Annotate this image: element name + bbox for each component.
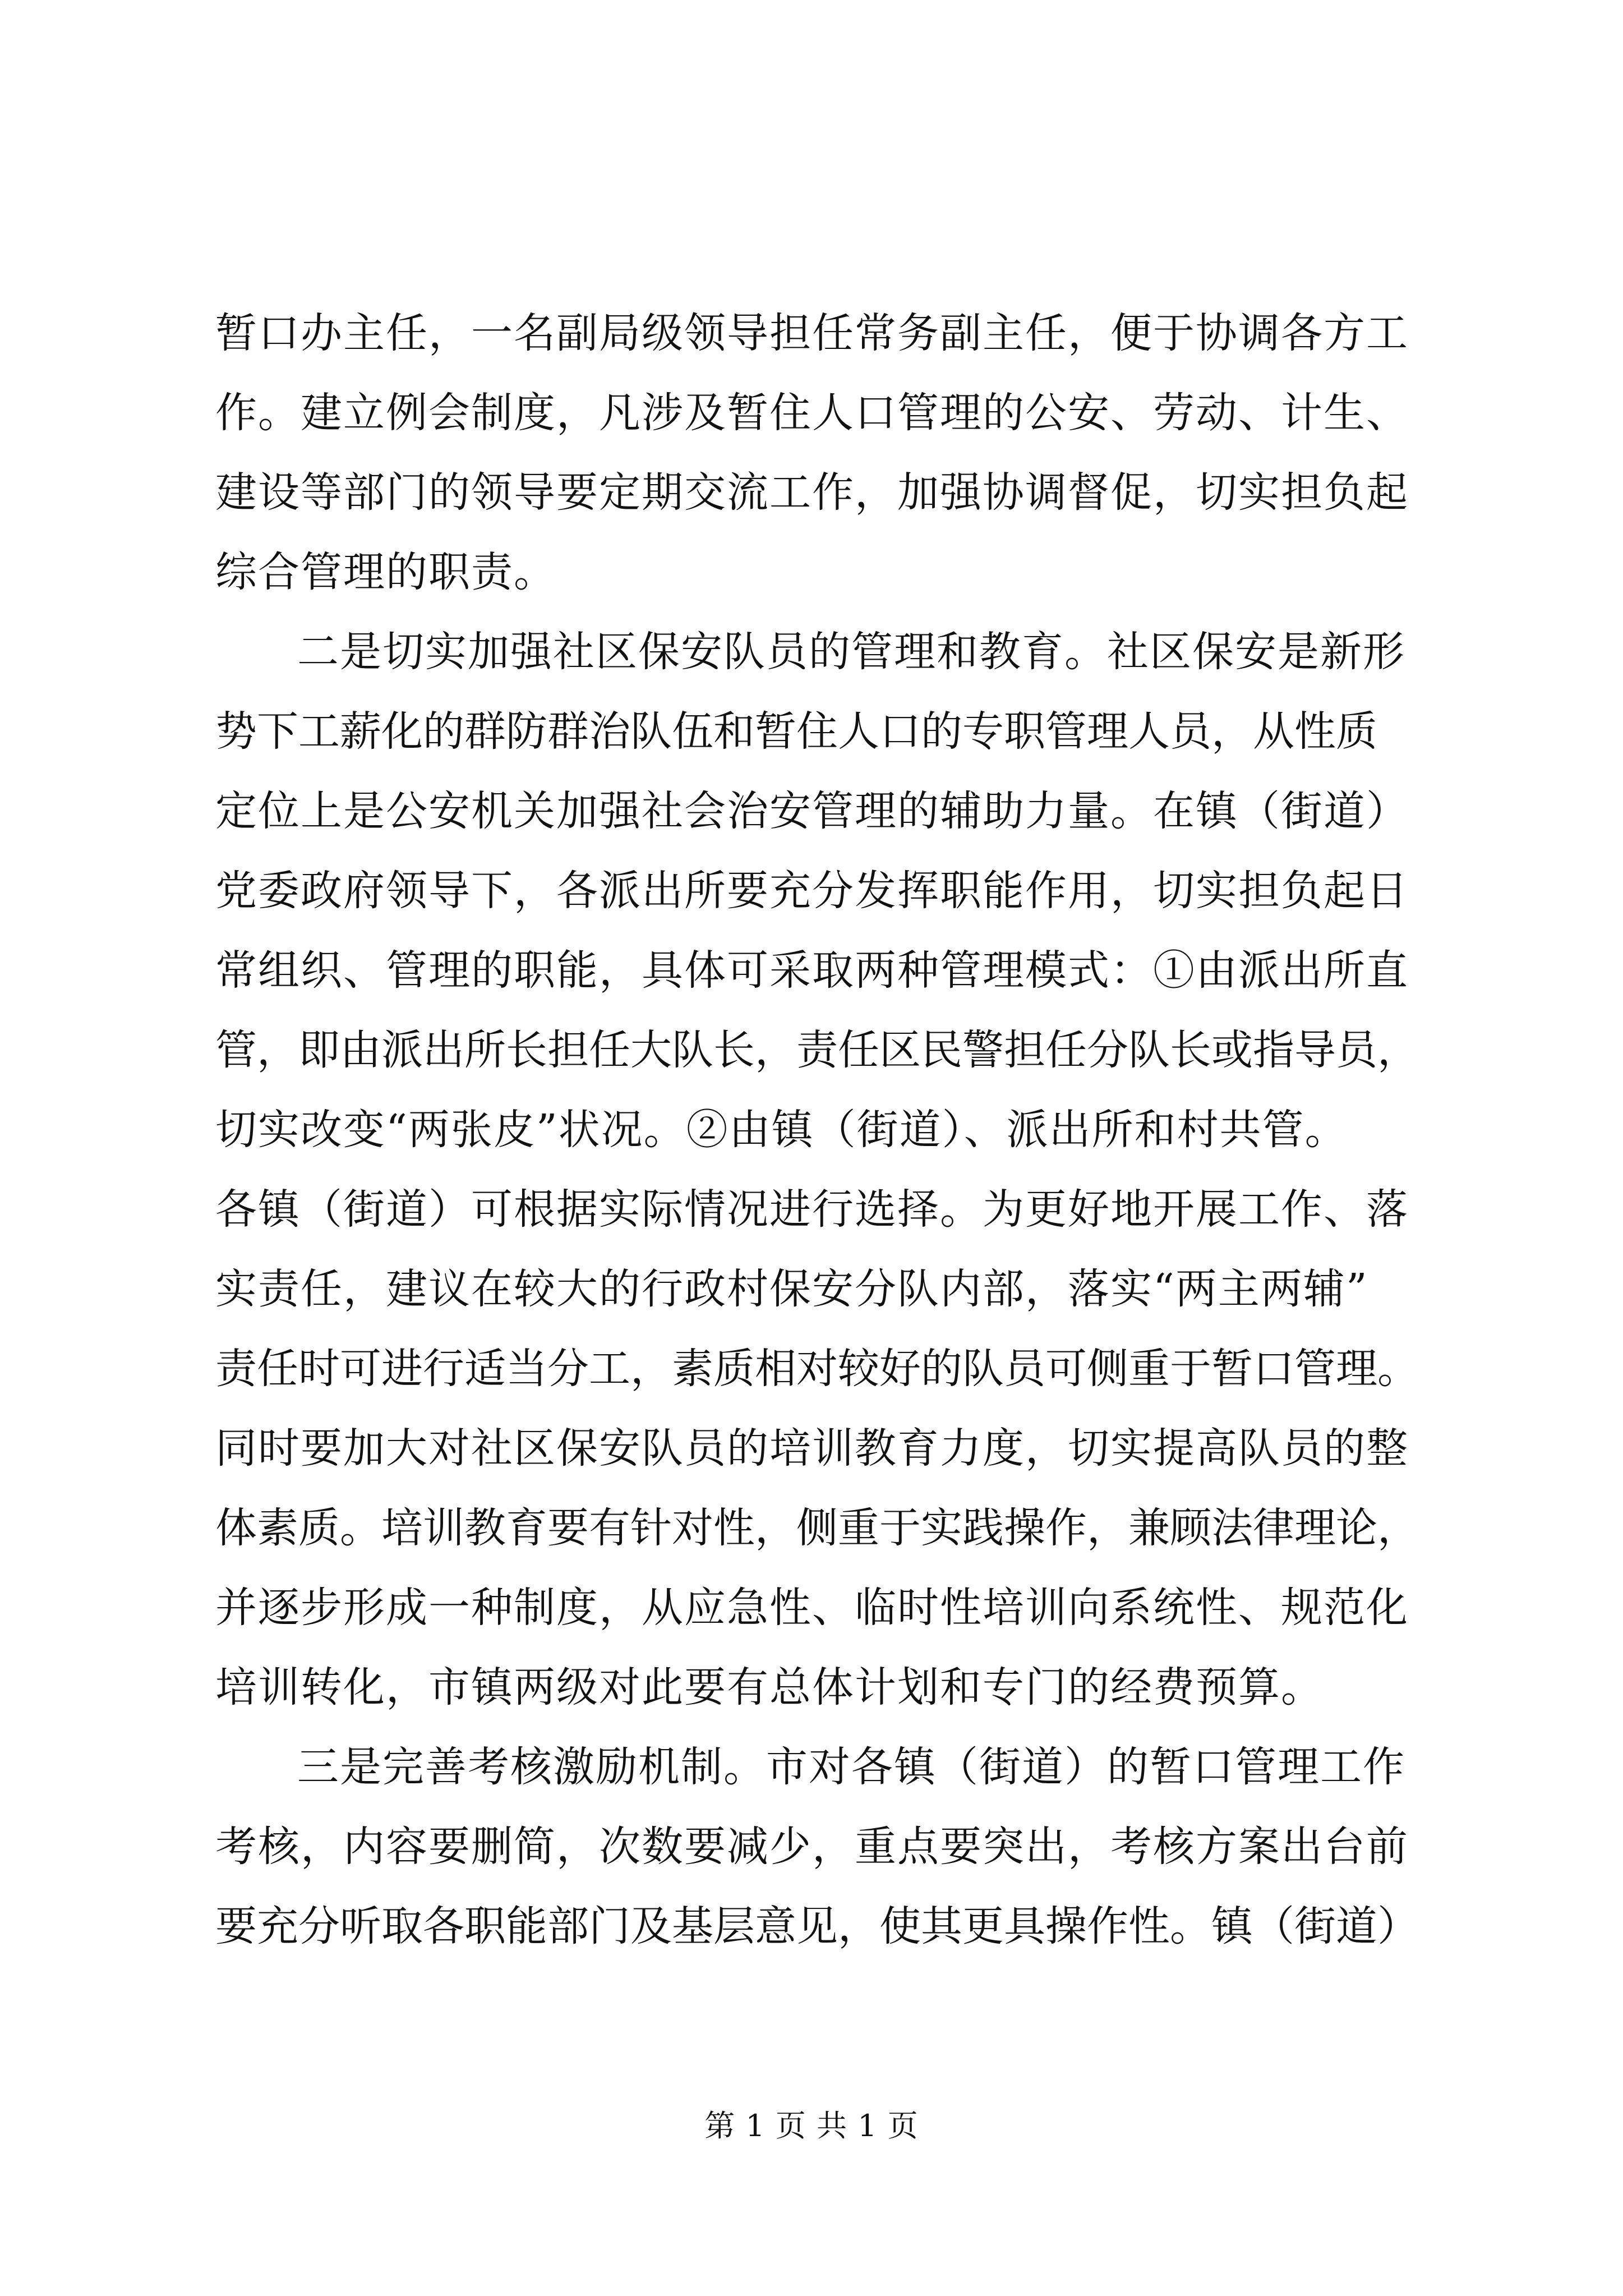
text-line: 党委政府领导下，各派出所要充分发挥职能作用，切实担负起日 <box>215 867 1409 915</box>
text-line: 培训转化，市镇两级对此要有总体计划和专门的经费预算。 <box>215 1663 1324 1711</box>
paragraph-start-line: 二是切实加强社区保安队员的管理和教育。社区保安是新形 <box>297 628 1405 676</box>
text-line: 常组织、管理的职能，具体可采取两种管理模式：①由派出所直 <box>215 946 1409 995</box>
text-line: 实责任，建议在较大的行政村保安分队内部，落实“两主两辅” <box>215 1265 1368 1313</box>
text-line: 各镇（街道）可根据实际情况进行选择。为更好地开展工作、落 <box>215 1185 1409 1234</box>
text-line: 切实改变“两张皮”状况。②由镇（街道）、派出所和村共管。 <box>215 1106 1348 1154</box>
paragraph-start-line: 三是完善考核激励机制。市对各镇（街道）的暂口管理工作 <box>297 1743 1405 1791</box>
text-line: 暂口办主任，一名副局级领导担任常务副主任，便于协调各方工 <box>215 309 1409 357</box>
text-line: 并逐步形成一种制度，从应急性、临时性培训向系统性、规范化 <box>215 1584 1409 1632</box>
text-line: 要充分听取各职能部门及基层意见，使其更具操作性。镇（街道） <box>215 1902 1419 1950</box>
text-line: 综合管理的职责。 <box>215 548 556 596</box>
document-body <box>215 293 1419 1966</box>
text-line: 势下工薪化的群防群治队伍和暂住人口的专职管理人员，从性质 <box>215 707 1377 756</box>
page-number-footer: 第 1 页 共 1 页 <box>704 2108 919 2143</box>
text-line: 考核，内容要删简，次数要减少，重点要突出，考核方案出台前 <box>215 1823 1409 1871</box>
text-line: 作。建立例会制度，凡涉及暂住人口管理的公安、劳动、计生、 <box>215 389 1409 437</box>
text-line: 责任时可进行适当分工，素质相对较好的队员可侧重于暂口管理。 <box>215 1345 1419 1393</box>
text-line: 定位上是公安机关加强社会治安管理的辅助力量。在镇（街道） <box>215 787 1409 835</box>
text-line: 建设等部门的领导要定期交流工作，加强协调督促，切实担负起 <box>215 468 1409 517</box>
text-line: 管，即由派出所长担任大队长，责任区民警担任分队长或指导员， <box>215 1026 1419 1074</box>
text-line: 同时要加大对社区保安队员的培训教育力度，切实提高队员的整 <box>215 1424 1409 1473</box>
text-line: 体素质。培训教育要有针对性，侧重于实践操作，兼顾法律理论， <box>215 1504 1419 1552</box>
